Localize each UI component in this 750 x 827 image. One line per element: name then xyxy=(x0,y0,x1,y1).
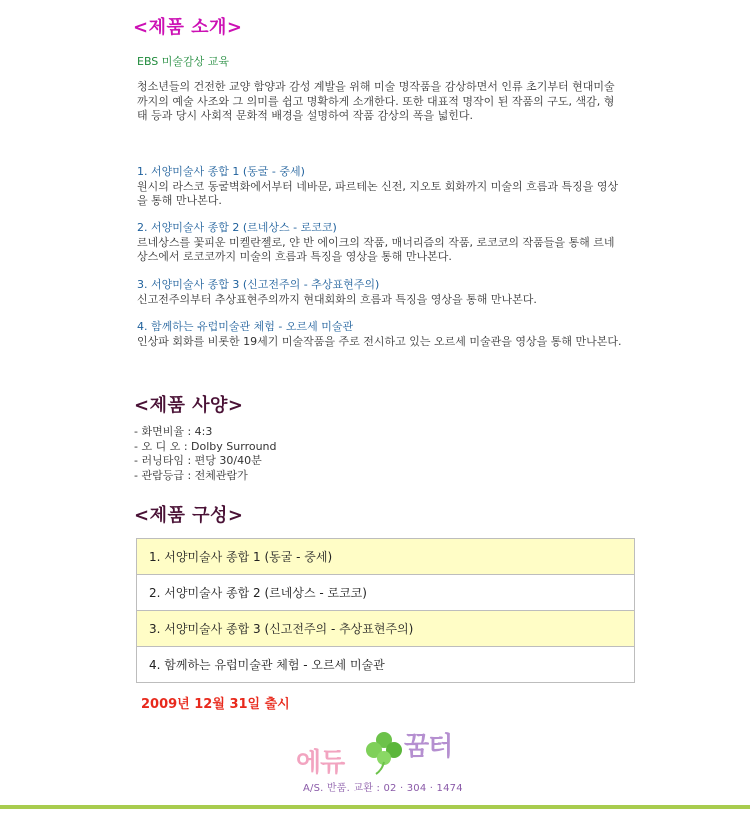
spec-line: - 화면비율 : 4:3 xyxy=(134,425,213,438)
intro-item-title: 1. 서양미술사 종합 1 (동굴 - 중세) xyxy=(137,165,305,178)
table-row xyxy=(137,539,635,575)
logo-text-left: 에듀 xyxy=(296,748,345,778)
components-table xyxy=(136,538,635,683)
component-cell: 3. 서양미술사 종합 3 (신고전주의 - 추상표현주의) xyxy=(137,611,635,647)
intro-item-title: 3. 서양미술사 종합 3 (신고전주의 - 추상표현주의) xyxy=(137,278,380,291)
contact-info: A/S. 반품. 교환 : 02 · 304 · 1474 xyxy=(303,783,463,794)
intro-subtitle: EBS 미술감상 교육 xyxy=(137,55,230,68)
component-cell: 2. 서양미술사 종합 2 (르네상스 - 로코코) xyxy=(137,575,635,611)
specs-list xyxy=(134,425,277,483)
specs-heading: <제품 사양> xyxy=(134,395,244,416)
intro-item-title: 4. 함께하는 유럽미술관 체험 - 오르세 미술관 xyxy=(137,320,354,333)
table-row xyxy=(137,647,635,683)
intro-item-1 xyxy=(137,165,622,209)
components-heading: <제품 구성> xyxy=(134,505,244,526)
intro-item-body: 인상파 회화를 비롯한 19세기 미술작품을 주로 전시하고 있는 오르세 미술관을 영상을 통해 만나본다. xyxy=(137,334,622,348)
spec-line: - 오 디 오 : Dolby Surround xyxy=(134,439,277,453)
table-row xyxy=(137,575,635,611)
intro-item-body: 원시의 라스코 동굴벽화에서부터 네바문, 파르테논 신전, 지오토 회화까지 미술의 흐름과 특징을 영상을 통해 만나본다. xyxy=(137,179,619,207)
spec-line: - 관람등급 : 전체관람가 xyxy=(134,468,248,482)
intro-item-4 xyxy=(137,320,622,349)
intro-item-body: 신고전주의부터 추상표현주의까지 현대회화의 흐름과 특징을 영상을 통해 만나본다. xyxy=(137,292,537,306)
release-date: 2009년 12월 31일 출시 xyxy=(141,697,290,712)
intro-item-3 xyxy=(137,278,622,307)
intro-description: 청소년들의 건전한 교양 함양과 감성 계발을 위해 미술 명작품을 감상하면서 인류 초기부터 현대미술까지의 예술 사조와 그 의미를 쉽고 명확하게 소개한다. 또한 대표적 명작이 된 작품의 구도, 색감, 형태 등과 당시 사회적 문화적 배경을 설명하여 작품 감상의 폭을 넓힌다. xyxy=(137,80,615,122)
intro-item-2 xyxy=(137,221,622,265)
component-cell: 4. 함께하는 유럽미술관 체험 - 오르세 미술관 xyxy=(137,647,635,683)
intro-item-title: 2. 서양미술사 종합 2 (르네상스 - 로코코) xyxy=(137,221,337,234)
clover-icon xyxy=(362,726,406,776)
edu-kkumteo-logo xyxy=(296,720,456,780)
intro-heading: <제품 소개> xyxy=(133,17,243,38)
intro-item-body: 르네상스를 꽃피운 미켈란젤로, 얀 반 에이크의 작품, 매너리즘의 작품, 로코코의 작품들을 통해 르네상스에서 로코코까지 미술의 흐름과 특징을 영상을 통해 만나본다. xyxy=(137,235,615,263)
component-cell: 1. 서양미술사 종합 1 (동굴 - 중세) xyxy=(137,539,635,575)
spec-line: - 러닝타임 : 편당 30/40분 xyxy=(134,454,262,467)
logo-text-right: 꿈터 xyxy=(404,732,453,762)
table-row xyxy=(137,611,635,647)
bottom-divider xyxy=(0,805,750,809)
